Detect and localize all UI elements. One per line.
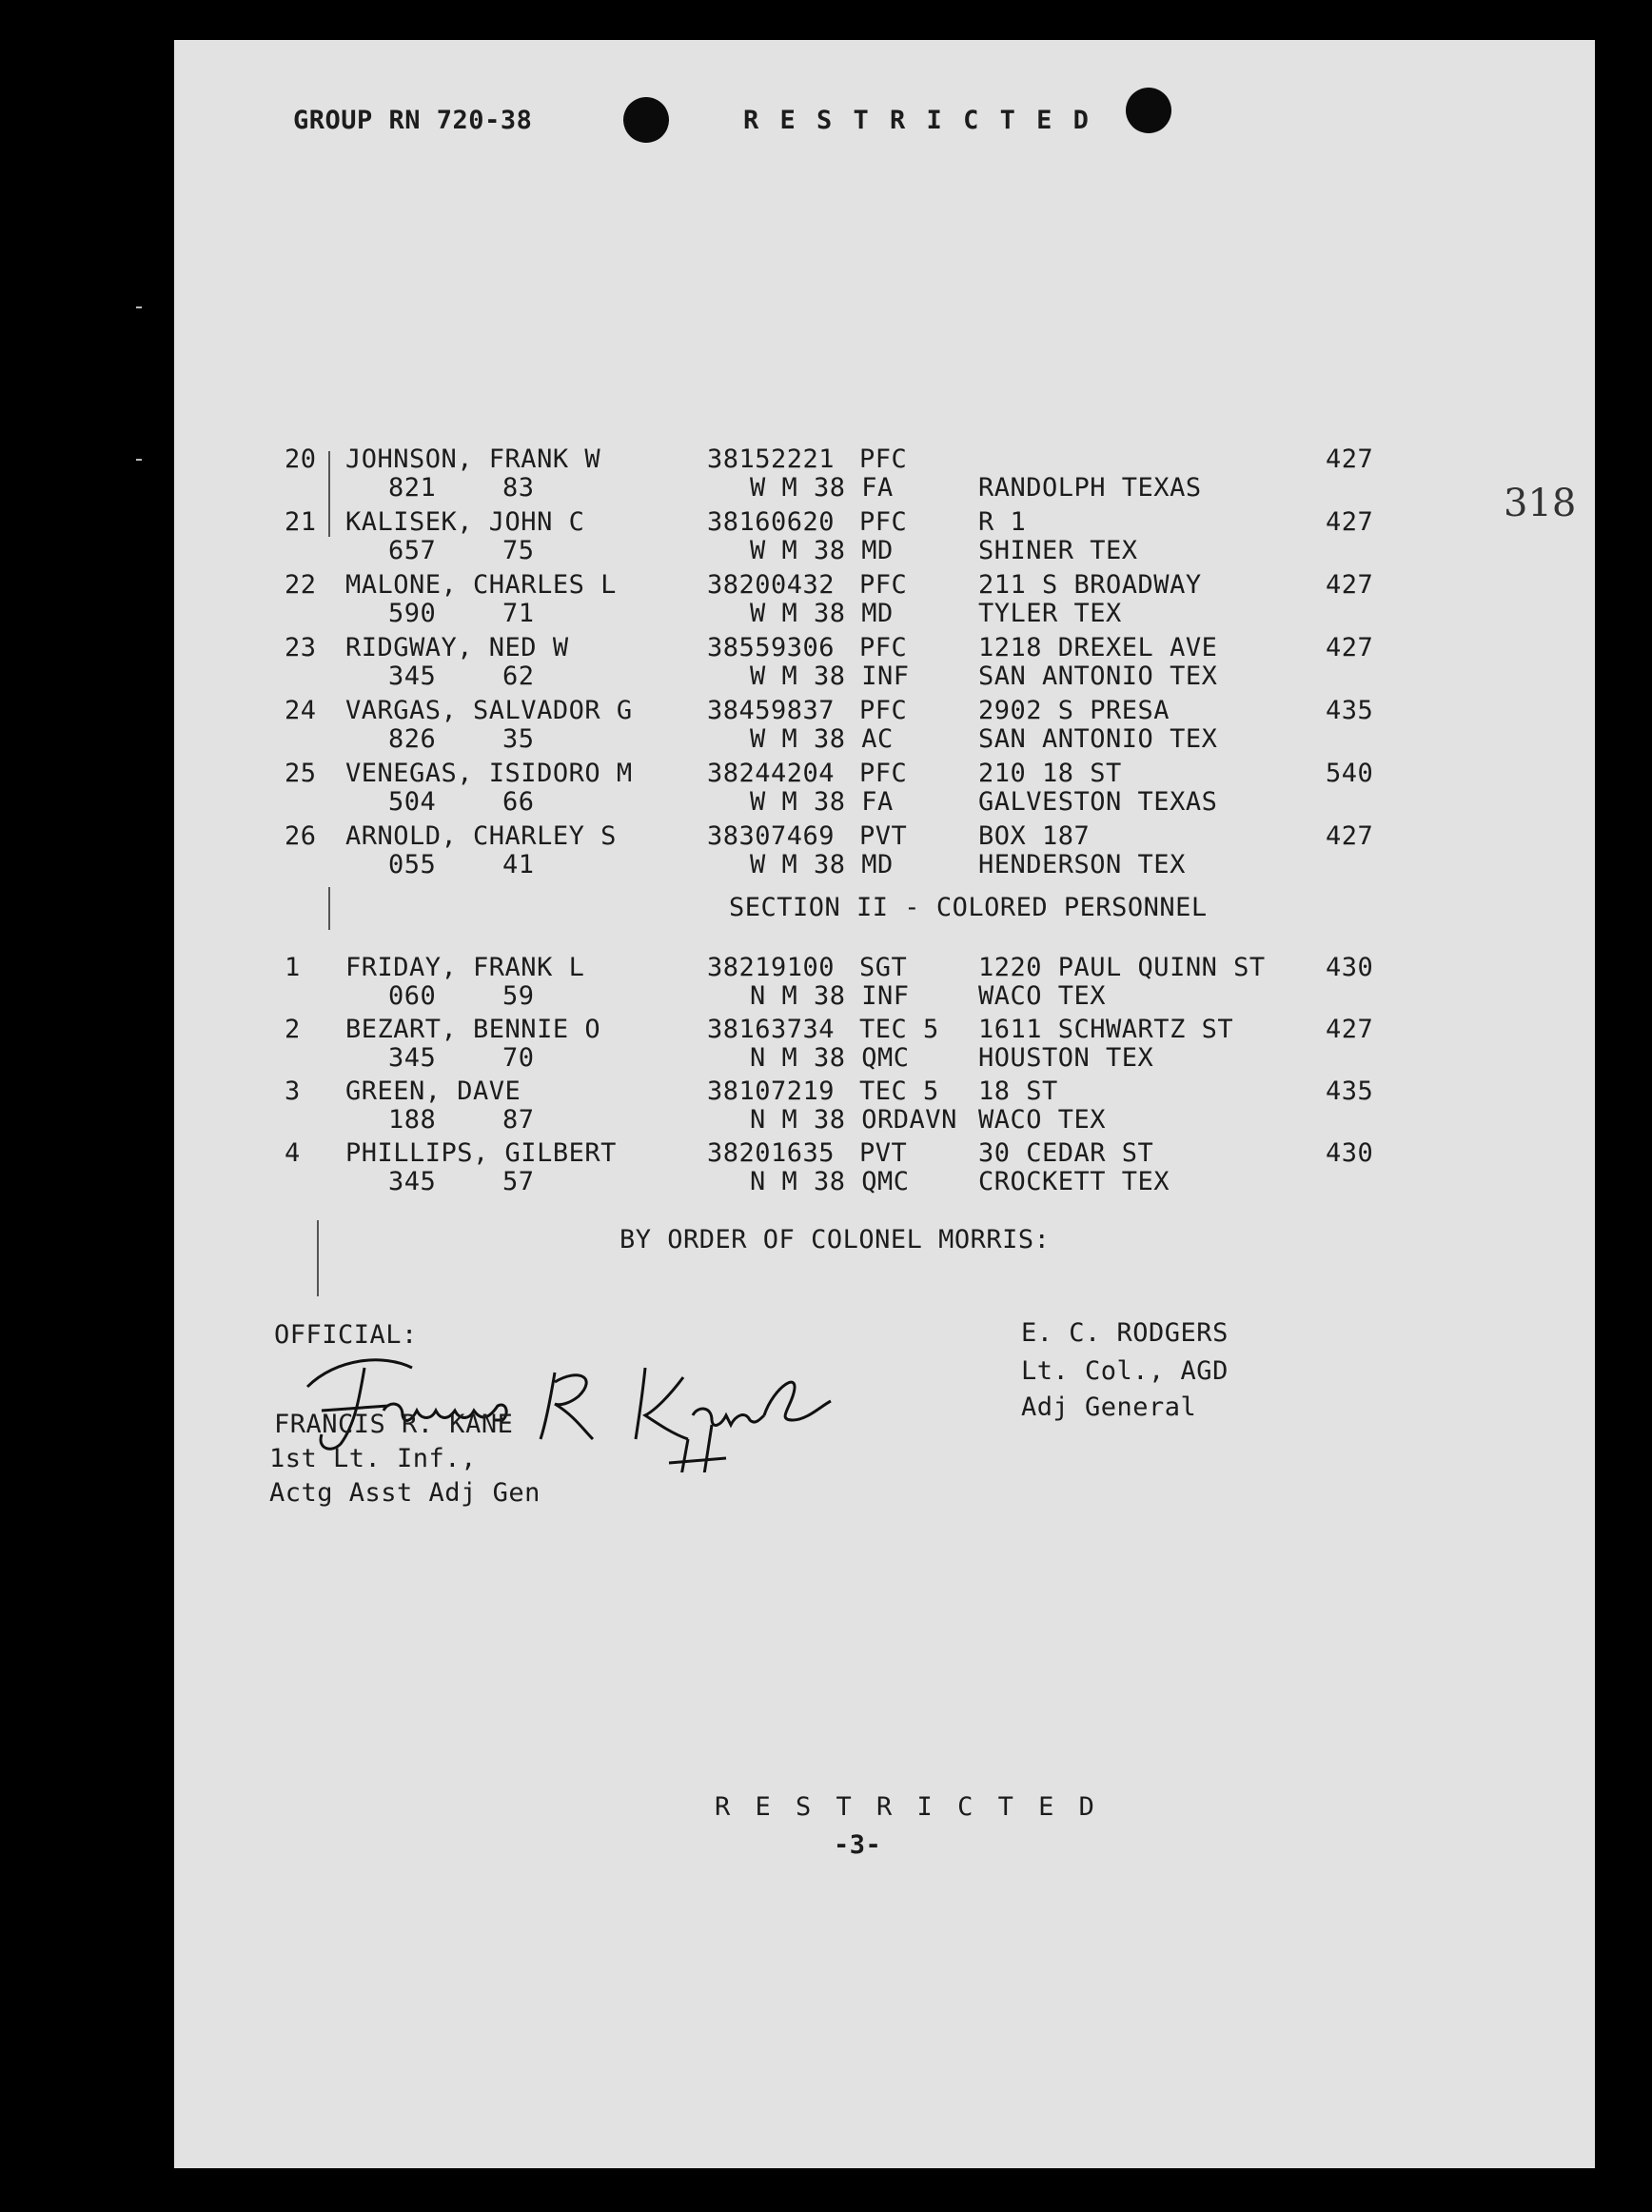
section-2-title: SECTION II - COLORED PERSONNEL (729, 893, 1208, 922)
header-classification: R E S T R I C T E D (743, 106, 1092, 135)
soldier-name: MALONE, CHARLES L (345, 570, 617, 600)
zone-code: 427 (1326, 1015, 1374, 1044)
address-line-2: GALVESTON TEXAS (978, 787, 1218, 817)
race-sex-year-branch: W M 38 MD (750, 536, 894, 565)
code-2: 66 (502, 787, 535, 817)
soldier-name: BEZART, BENNIE O (345, 1015, 601, 1044)
code-1: 345 (388, 1043, 437, 1073)
address-line-2: HENDERSON TEX (978, 850, 1186, 879)
margin-rule (317, 1220, 319, 1296)
margin-tick (136, 306, 142, 308)
rank: TEC 5 (859, 1076, 939, 1106)
serial-number: 38107219 (707, 1076, 836, 1106)
code-1: 826 (388, 724, 437, 754)
zone-code: 435 (1326, 696, 1374, 725)
rank: TEC 5 (859, 1015, 939, 1044)
official-rank: 1st Lt. Inf., (269, 1444, 477, 1473)
serial-number: 38152221 (707, 444, 836, 474)
entry-number: 21 (285, 507, 317, 537)
soldier-name: ARNOLD, CHARLEY S (345, 821, 617, 851)
address-line-1: 2902 S PRESA (978, 696, 1170, 725)
soldier-name: JOHNSON, FRANK W (345, 444, 601, 474)
footer-classification: R E S T R I C T E D (715, 1792, 1099, 1822)
race-sex-year-branch: W M 38 MD (750, 850, 894, 879)
group-number: GROUP RN 720-38 (293, 106, 533, 135)
punch-hole-right (1126, 88, 1171, 133)
authority-rank: Lt. Col., AGD (1021, 1356, 1229, 1386)
serial-number: 38307469 (707, 821, 836, 851)
address-line-1: 30 CEDAR ST (978, 1138, 1154, 1168)
code-2: 59 (502, 981, 535, 1011)
code-1: 055 (388, 850, 437, 879)
code-2: 75 (502, 536, 535, 565)
race-sex-year-branch: W M 38 FA (750, 473, 894, 503)
soldier-name: FRIDAY, FRANK L (345, 953, 585, 982)
serial-number: 38244204 (707, 759, 836, 788)
rank: PFC (859, 759, 908, 788)
zone-code: 430 (1326, 953, 1374, 982)
soldier-name: KALISEK, JOHN C (345, 507, 585, 537)
page-number: -3- (834, 1830, 882, 1860)
code-2: 70 (502, 1043, 535, 1073)
zone-code: 427 (1326, 507, 1374, 537)
code-1: 590 (388, 599, 437, 628)
race-sex-year-branch: W M 38 INF (750, 662, 910, 691)
address-line-1: 18 ST (978, 1076, 1058, 1106)
rank: PVT (859, 821, 908, 851)
authority-name: E. C. RODGERS (1021, 1318, 1229, 1348)
race-sex-year-branch: W M 38 FA (750, 787, 894, 817)
zone-code: 427 (1326, 570, 1374, 600)
document-page (174, 40, 1595, 2168)
race-sex-year-branch: W M 38 MD (750, 599, 894, 628)
entry-number: 25 (285, 759, 317, 788)
code-1: 345 (388, 1167, 437, 1196)
margin-rule (328, 451, 330, 537)
margin-rule (328, 887, 330, 930)
race-sex-year-branch: N M 38 QMC (750, 1043, 910, 1073)
entry-number: 24 (285, 696, 317, 725)
code-2: 71 (502, 599, 535, 628)
serial-number: 38163734 (707, 1015, 836, 1044)
address-line-1: 210 18 ST (978, 759, 1122, 788)
race-sex-year-branch: N M 38 ORDAVN (750, 1105, 957, 1135)
soldier-name: VENEGAS, ISIDORO M (345, 759, 633, 788)
address-line-1: 211 S BROADWAY (978, 570, 1202, 600)
official-name: FRANCIS R. KANE (274, 1410, 514, 1439)
rank: PFC (859, 507, 908, 537)
soldier-name: RIDGWAY, NED W (345, 633, 569, 662)
code-2: 83 (502, 473, 535, 503)
code-1: 060 (388, 981, 437, 1011)
race-sex-year-branch: N M 38 INF (750, 981, 910, 1011)
race-sex-year-branch: N M 38 QMC (750, 1167, 910, 1196)
order-line: BY ORDER OF COLONEL MORRIS: (620, 1225, 1051, 1254)
serial-number: 38559306 (707, 633, 836, 662)
code-2: 57 (502, 1167, 535, 1196)
zone-code: 430 (1326, 1138, 1374, 1168)
code-2: 87 (502, 1105, 535, 1135)
entry-number: 20 (285, 444, 317, 474)
entry-number: 3 (285, 1076, 301, 1106)
serial-number: 38200432 (707, 570, 836, 600)
margin-tick (136, 459, 142, 461)
code-1: 504 (388, 787, 437, 817)
address-line-2: SHINER TEX (978, 536, 1138, 565)
address-line-2: HOUSTON TEX (978, 1043, 1154, 1073)
entry-number: 1 (285, 953, 301, 982)
code-2: 35 (502, 724, 535, 754)
official-title: Actg Asst Adj Gen (269, 1478, 541, 1508)
address-line-1: R 1 (978, 507, 1027, 537)
address-line-1: 1218 DREXEL AVE (978, 633, 1218, 662)
serial-number: 38219100 (707, 953, 836, 982)
code-2: 41 (502, 850, 535, 879)
address-line-2: CROCKETT TEX (978, 1167, 1170, 1196)
soldier-name: VARGAS, SALVADOR G (345, 696, 633, 725)
address-line-2: RANDOLPH TEXAS (978, 473, 1202, 503)
entry-number: 22 (285, 570, 317, 600)
address-line-1: 1220 PAUL QUINN ST (978, 953, 1266, 982)
serial-number: 38160620 (707, 507, 836, 537)
rank: PFC (859, 633, 908, 662)
address-line-2: SAN ANTONIO TEX (978, 662, 1218, 691)
zone-code: 540 (1326, 759, 1374, 788)
rank: PFC (859, 570, 908, 600)
rank: PFC (859, 444, 908, 474)
code-1: 657 (388, 536, 437, 565)
rank: SGT (859, 953, 908, 982)
margin-page-number: 318 (1504, 482, 1577, 525)
punch-hole-left (623, 97, 669, 143)
entry-number: 23 (285, 633, 317, 662)
address-line-1: BOX 187 (978, 821, 1091, 851)
zone-code: 427 (1326, 444, 1374, 474)
entry-number: 26 (285, 821, 317, 851)
zone-code: 427 (1326, 633, 1374, 662)
address-line-2: TYLER TEX (978, 599, 1122, 628)
entry-number: 4 (285, 1138, 301, 1168)
address-line-2: WACO TEX (978, 1105, 1107, 1135)
address-line-2: WACO TEX (978, 981, 1107, 1011)
rank: PVT (859, 1138, 908, 1168)
authority-title: Adj General (1021, 1392, 1197, 1422)
entry-number: 2 (285, 1015, 301, 1044)
code-2: 62 (502, 662, 535, 691)
soldier-name: PHILLIPS, GILBERT (345, 1138, 617, 1168)
address-line-2: SAN ANTONIO TEX (978, 724, 1218, 754)
race-sex-year-branch: W M 38 AC (750, 724, 894, 754)
zone-code: 435 (1326, 1076, 1374, 1106)
address-line-1: 1611 SCHWARTZ ST (978, 1015, 1234, 1044)
official-label: OFFICIAL: (274, 1320, 418, 1350)
code-1: 188 (388, 1105, 437, 1135)
code-1: 821 (388, 473, 437, 503)
code-1: 345 (388, 662, 437, 691)
soldier-name: GREEN, DAVE (345, 1076, 521, 1106)
rank: PFC (859, 696, 908, 725)
zone-code: 427 (1326, 821, 1374, 851)
serial-number: 38459837 (707, 696, 836, 725)
serial-number: 38201635 (707, 1138, 836, 1168)
